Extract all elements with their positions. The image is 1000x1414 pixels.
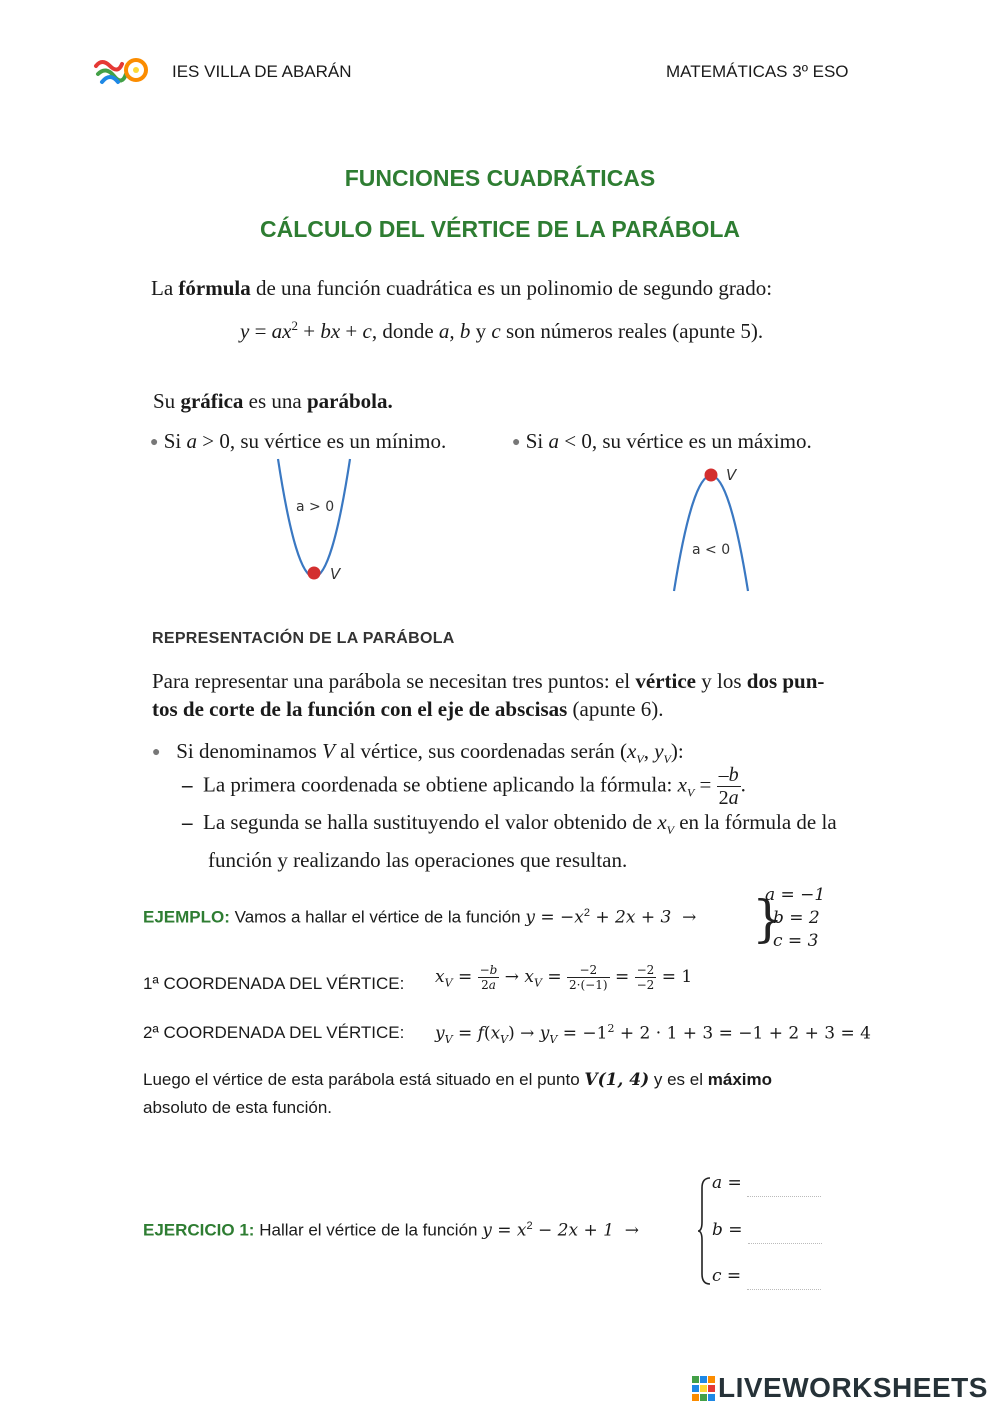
graph-intro-b: es una — [243, 389, 307, 413]
formula-intro-bold: fórmula — [178, 276, 251, 300]
exercise-coef-b: b = — [712, 1220, 743, 1240]
formula-line-vars: a, b — [438, 319, 471, 343]
rep-p1-b: y los — [696, 669, 747, 693]
example-brace: } — [752, 890, 784, 948]
formula-intro-b: de una función cuadrática es un polinomio de segundo grado: — [250, 276, 773, 300]
coord2-expr-b: = −1 — [557, 1023, 608, 1044]
rep-bullet-a: Si denominamos — [176, 739, 323, 763]
rep-dash-2-a: La segunda se halla sustituyendo el valor obtenido de — [203, 810, 658, 834]
example-coef-c: c = 3 — [773, 931, 819, 951]
graph-intro-a: Su — [153, 389, 181, 413]
representation-paragraph — [152, 667, 922, 723]
example-conclusion — [143, 1066, 903, 1122]
exercise-coef-b-row — [712, 1219, 822, 1244]
example-coef-b: b = 2 — [773, 908, 820, 928]
parabola-up-curve — [278, 459, 350, 577]
parabola-down-label: a < 0 — [692, 542, 731, 558]
formula-line-c: c — [491, 319, 501, 343]
example-line: EJEMPLO: Vamos a hallar el vértice de la función $y = -x^2 + 2x + 3$ → — [143, 907, 697, 928]
rep-dash-2-c: función y realizando las operaciones que resultan. — [208, 848, 628, 873]
conclusion-c: absoluto de esta función. — [143, 1098, 333, 1117]
exercise-text: Hallar el vértice de la función — [254, 1220, 483, 1240]
rep-dash-2-b: en la fórmula de la — [673, 810, 837, 834]
formula-line-end: son números reales (apunte 5). — [500, 319, 764, 343]
example-text: Vamos a hallar el vértice de la función — [229, 907, 526, 927]
liveworksheets-logo-icon — [692, 1376, 716, 1407]
section-heading: REPRESENTACIÓN DE LA PARÁBOLA — [152, 630, 455, 647]
coord1-expression: $x_V$ = $\frac{-b}{2a}$ → $x_V$ = $\frac{-2}{2\cdot(-1)}$ = $\frac{-2}{-2}$ = 1 — [435, 963, 693, 992]
parabola-down-graph — [660, 460, 770, 595]
formula-intro-a: La — [151, 276, 179, 300]
exercise-coef-a-row — [712, 1172, 821, 1197]
parabola-up-vertex — [308, 567, 321, 580]
parabola-down-vertex-label: V — [726, 466, 737, 484]
bullet-min: ● Si a > 0, su vértice es un mínimo. — [150, 429, 447, 453]
subject-name: MATEMÁTICAS 3º ESO — [666, 62, 849, 81]
page-subtitle: CÁLCULO DEL VÉRTICE DE LA PARÁBOLA — [259, 216, 741, 242]
parabola-down-curve — [674, 476, 748, 592]
parabola-up-vertex-label: V — [330, 565, 341, 583]
rep-p1-bold3: tos de corte de la función con el eje de abscisas — [152, 697, 568, 721]
rep-dash-1: – La primera coordenada se obtiene aplicando la fórmula: $x_V$ = $\frac{-b}{2a}$ . — [182, 764, 746, 809]
rep-p1-bold1: vértice — [635, 669, 697, 693]
coord2-expression: $y_V = f(x_V) \to y_V = -1^2 + 2 \cdot 1 + 3 = -1 + 2 + 3 = 4$ — [435, 1022, 871, 1047]
exercise-coef-c: c = — [712, 1266, 742, 1286]
formula-line: $y = ax^2$ + bx + c, donde a, b y c son números reales (apunte 5). — [240, 318, 764, 343]
vertex-point: V(1, 4) — [584, 1070, 650, 1090]
coord2-expr-c: + 2 · 1 + 3 = −1 + 2 + 3 = 4 — [614, 1023, 871, 1044]
coord2-label: 2ª COORDENADA DEL VÉRTICE: — [143, 1023, 405, 1042]
exercise-input-c[interactable] — [747, 1265, 821, 1290]
exercise-coef-c-row — [712, 1265, 821, 1290]
bullet-min-var: a — [186, 429, 197, 453]
bullet-max-b: < 0, su vértice es un máximo. — [558, 429, 812, 453]
rep-p1-bold2: dos pun- — [746, 669, 825, 693]
parabola-down-vertex — [705, 469, 718, 482]
bullet-min-b: > 0, su vértice es un mínimo. — [196, 429, 447, 453]
coord1-frac1: $\frac{-b}{2a}$ — [479, 963, 498, 992]
rep-bullet-var: V — [322, 739, 335, 763]
rep-bullet: ● Si denominamos V al vértice, sus coordenadas serán ($x_V$, $y_V$): — [152, 739, 684, 767]
school-logo-icon — [92, 52, 150, 88]
bullet-min-a: Si — [163, 429, 187, 453]
exercise-label: EJERCICIO 1: — [143, 1220, 255, 1240]
coord1-frac2: $\frac{-2}{2\cdot(-1)}$ — [569, 963, 608, 992]
conclusion-a: Luego el vértice de esta parábola está situado en el punto — [143, 1070, 585, 1089]
example-coef-a: a = −1 — [765, 885, 826, 905]
coord1-frac3: $\frac{-2}{-2}$ — [636, 963, 655, 992]
exercise-input-b[interactable] — [748, 1219, 822, 1244]
bullet-max: ● Si a < 0, su vértice es un máximo. — [512, 429, 812, 453]
school-name: IES VILLA DE ABARÁN — [172, 62, 352, 81]
formula-line-y: y — [470, 319, 492, 343]
parabola-up-label: a > 0 — [296, 499, 335, 515]
example-label: EJEMPLO: — [143, 907, 230, 927]
example-coefficients — [765, 884, 825, 953]
vertex-formula-fraction: $\frac{-b}{2a}$ — [718, 764, 739, 809]
formula-line-text: , donde — [371, 319, 439, 343]
rep-p1-c: (apunte 6). — [567, 697, 664, 721]
exercise-line: EJERCICIO 1: Hallar el vértice de la función $y = x^2 - 2x + 1$ → — [143, 1220, 639, 1241]
liveworksheets-brand: LIVEWORKSHEETS — [718, 1372, 988, 1403]
graph-intro-bold2: parábola. — [307, 389, 393, 413]
bullet-max-a: Si — [525, 429, 549, 453]
formula-intro — [151, 276, 772, 301]
rep-dash-2: – La segunda se halla sustituyendo el valor obtenido de $x_V$ en la fórmula de la función y realizando las operaciones que resultan. — [182, 810, 837, 873]
coord1-label: 1ª COORDENADA DEL VÉRTICE: — [143, 974, 405, 993]
parabola-up-graph — [260, 455, 370, 590]
exercise-brace-icon — [698, 1176, 712, 1286]
rep-bullet-c: ): — [670, 739, 684, 763]
bullet-max-var: a — [548, 429, 559, 453]
conclusion-b: y es el — [649, 1070, 708, 1089]
exercise-coef-a: a = — [712, 1173, 742, 1193]
rep-dash-1-text: La primera coordenada se obtiene aplicando la fórmula: — [203, 772, 678, 797]
graph-intro-bold1: gráfica — [180, 389, 244, 413]
page-title: FUNCIONES CUADRÁTICAS — [344, 165, 656, 191]
graph-intro — [153, 389, 393, 414]
conclusion-bold: máximo — [707, 1070, 772, 1089]
exercise-input-a[interactable] — [747, 1172, 821, 1197]
rep-bullet-b: al vértice, sus coordenadas serán ( — [334, 739, 628, 763]
rep-p1-a: Para representar una parábola se necesitan tres puntos: el — [152, 669, 636, 693]
